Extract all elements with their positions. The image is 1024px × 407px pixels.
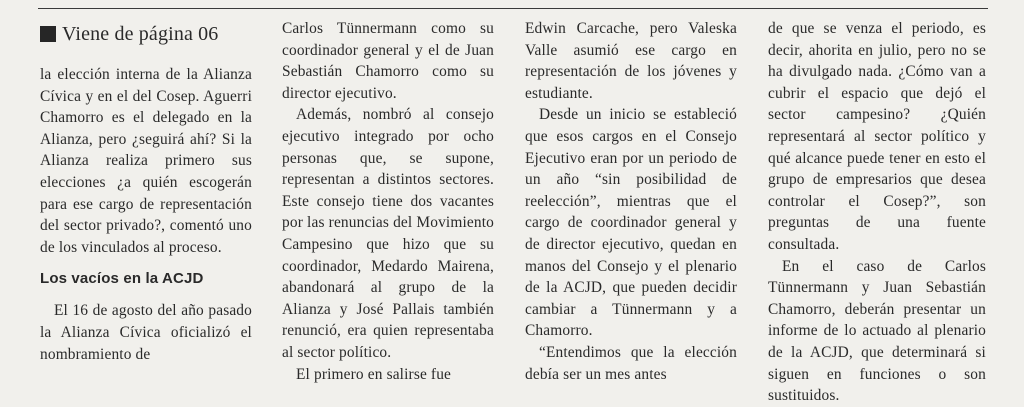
paragraph: Desde un inicio se estableció que esos cargos en el Consejo Ejecutivo eran por un periodo de un año “sin posibilidad de reelección”, mientras que el cargo de coordinador general y de director ejecutivo, quedan en manos del Consejo y el plenario de la ACJD, que pueden decidir cambiar a Tünnermann y a Chamorro. [525, 106, 737, 340]
paragraph: Carlos Tünnermann como su coordinador general y el de Juan Sebastián Chamorro como su director ejecutivo. [282, 20, 494, 102]
column-3 [525, 18, 737, 385]
paragraph: En el caso de Carlos Tünnermann y Juan Sebastián Chamorro, deberán presentar un informe de lo actuado al plenario de la ACJD, que determinará si siguen en funciones o son sustituidos. [768, 257, 986, 405]
top-rule [38, 8, 988, 9]
jump-header-text: Viene de página 06 [62, 23, 219, 45]
square-bullet-icon [40, 26, 56, 42]
column-1 [40, 20, 252, 365]
paragraph: la elección interna de la Alianza Cívica y en el del Cosep. Aguerri Chamorro es el delegado en la Alianza, pero ¿seguirá ahí? Si la Alianza realiza primero sus elecciones ¿a quién escogerán para ese cargo de representación del sector privado?, comentó uno de los vinculados al proceso. [40, 66, 252, 256]
paragraph: Además, nombró al consejo ejecutivo integrado por ocho personas que, se supone, representan a distintos sectores. Este consejo tiene dos vacantes por las renuncias del Movimiento Campesino que hizo que su coordinador, Medardo Mairena, abandonará al grupo de la Alianza y José Pallais también renunció, era quien representaba al sector político. [282, 106, 494, 361]
paragraph: “Entendimos que la elección debía ser un mes antes [525, 343, 737, 383]
column-2 [282, 18, 494, 385]
column-4 [768, 18, 986, 407]
jump-header [40, 20, 252, 48]
subheading: Los vacíos en la ACJD [40, 270, 204, 288]
paragraph: de que se venza el periodo, es decir, ahorita en julio, pero no se ha divulgado nada. ¿Cómo van a cubrir el espacio que dejó el sector campesino? ¿Quién representará al sector político y qué alcance puede tener en esto el grupo de empresarios que desea controlar el Cosep?”, son preguntas de una fuente consultada. [768, 20, 986, 253]
paragraph: El 16 de agosto del año pasado la Alianza Cívica oficializó el nombramiento de [40, 302, 252, 363]
paragraph: Edwin Carcache, pero Valeska Valle asumió ese cargo en representación de los jóvenes y estudiante. [525, 20, 737, 102]
paragraph: El primero en salirse fue [296, 365, 452, 383]
